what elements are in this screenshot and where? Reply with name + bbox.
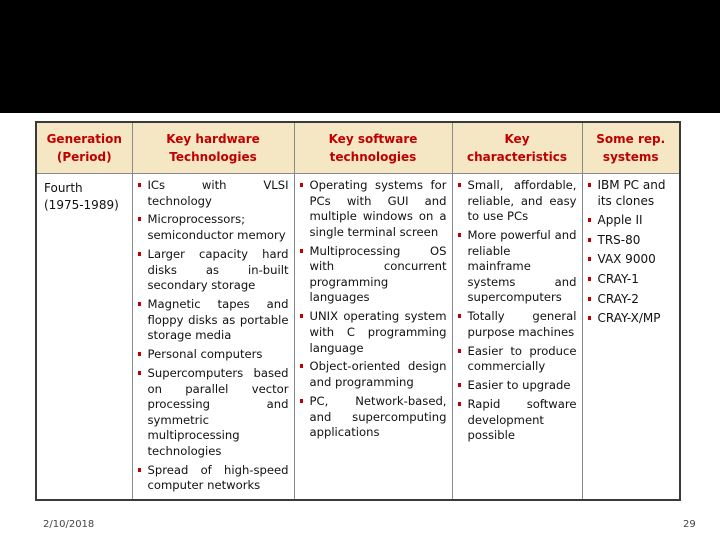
generation-period: (1975-1989) <box>44 198 119 212</box>
list-item: PC, Network-based, and supercomputing applications <box>300 394 447 441</box>
list-item: Totally general purpose machines <box>458 309 577 340</box>
list-item: Personal computers <box>138 347 289 363</box>
list-item: UNIX operating system with C programming language <box>300 309 447 356</box>
slide-title-band <box>0 0 720 113</box>
header-generation: Generation (Period) <box>36 122 132 174</box>
list-item: CRAY-2 <box>588 292 675 308</box>
list-item: Supercomputers based on parallel vector processing and symmetric multiprocessing technologies <box>138 366 289 460</box>
header-systems: Some rep. systems <box>582 122 680 174</box>
systems-cell <box>582 174 680 501</box>
list-item: CRAY-X/MP <box>588 311 675 327</box>
table-header-row <box>36 122 680 174</box>
list-item: Easier to upgrade <box>458 378 577 394</box>
hardware-list <box>138 178 289 494</box>
list-item: CRAY-1 <box>588 272 675 288</box>
list-item: Operating systems for PCs with GUI and multiple windows on a single terminal screen <box>300 178 447 240</box>
list-item: Microprocessors; semiconductor memory <box>138 212 289 243</box>
characteristics-list <box>458 178 577 444</box>
list-item: ICs with VLSI technology <box>138 178 289 209</box>
hardware-cell <box>132 174 294 501</box>
page-number: 29 <box>683 519 696 530</box>
list-item: TRS-80 <box>588 233 675 249</box>
systems-list <box>588 178 675 327</box>
list-item: Magnetic tapes and floppy disks as portable storage media <box>138 297 289 344</box>
header-characteristics: Key characteristics <box>452 122 582 174</box>
generations-table <box>35 121 681 501</box>
software-cell <box>294 174 452 501</box>
list-item: VAX 9000 <box>588 252 675 268</box>
list-item: IBM PC and its clones <box>588 178 675 209</box>
software-list <box>300 178 447 441</box>
generation-name: Fourth <box>44 181 83 195</box>
list-item: Spread of high-speed computer networks <box>138 463 289 494</box>
list-item: Apple II <box>588 213 675 229</box>
footer-date: 2/10/2018 <box>43 519 95 530</box>
header-hardware: Key hardware Technologies <box>132 122 294 174</box>
header-software: Key software technologies <box>294 122 452 174</box>
list-item: Object-oriented design and programming <box>300 359 447 390</box>
generations-table-container <box>35 121 679 493</box>
table-row <box>36 174 680 501</box>
generation-cell <box>36 174 132 501</box>
list-item: Small, affordable, reliable, and easy to use PCs <box>458 178 577 225</box>
characteristics-cell <box>452 174 582 501</box>
list-item: More powerful and reliable mainframe systems and supercomputers <box>458 228 577 306</box>
list-item: Multiprocessing OS with concurrent programming languages <box>300 244 447 306</box>
list-item: Easier to produce commercially <box>458 344 577 375</box>
list-item: Rapid software development possible <box>458 397 577 444</box>
list-item: Larger capacity hard disks as in-built secondary storage <box>138 247 289 294</box>
